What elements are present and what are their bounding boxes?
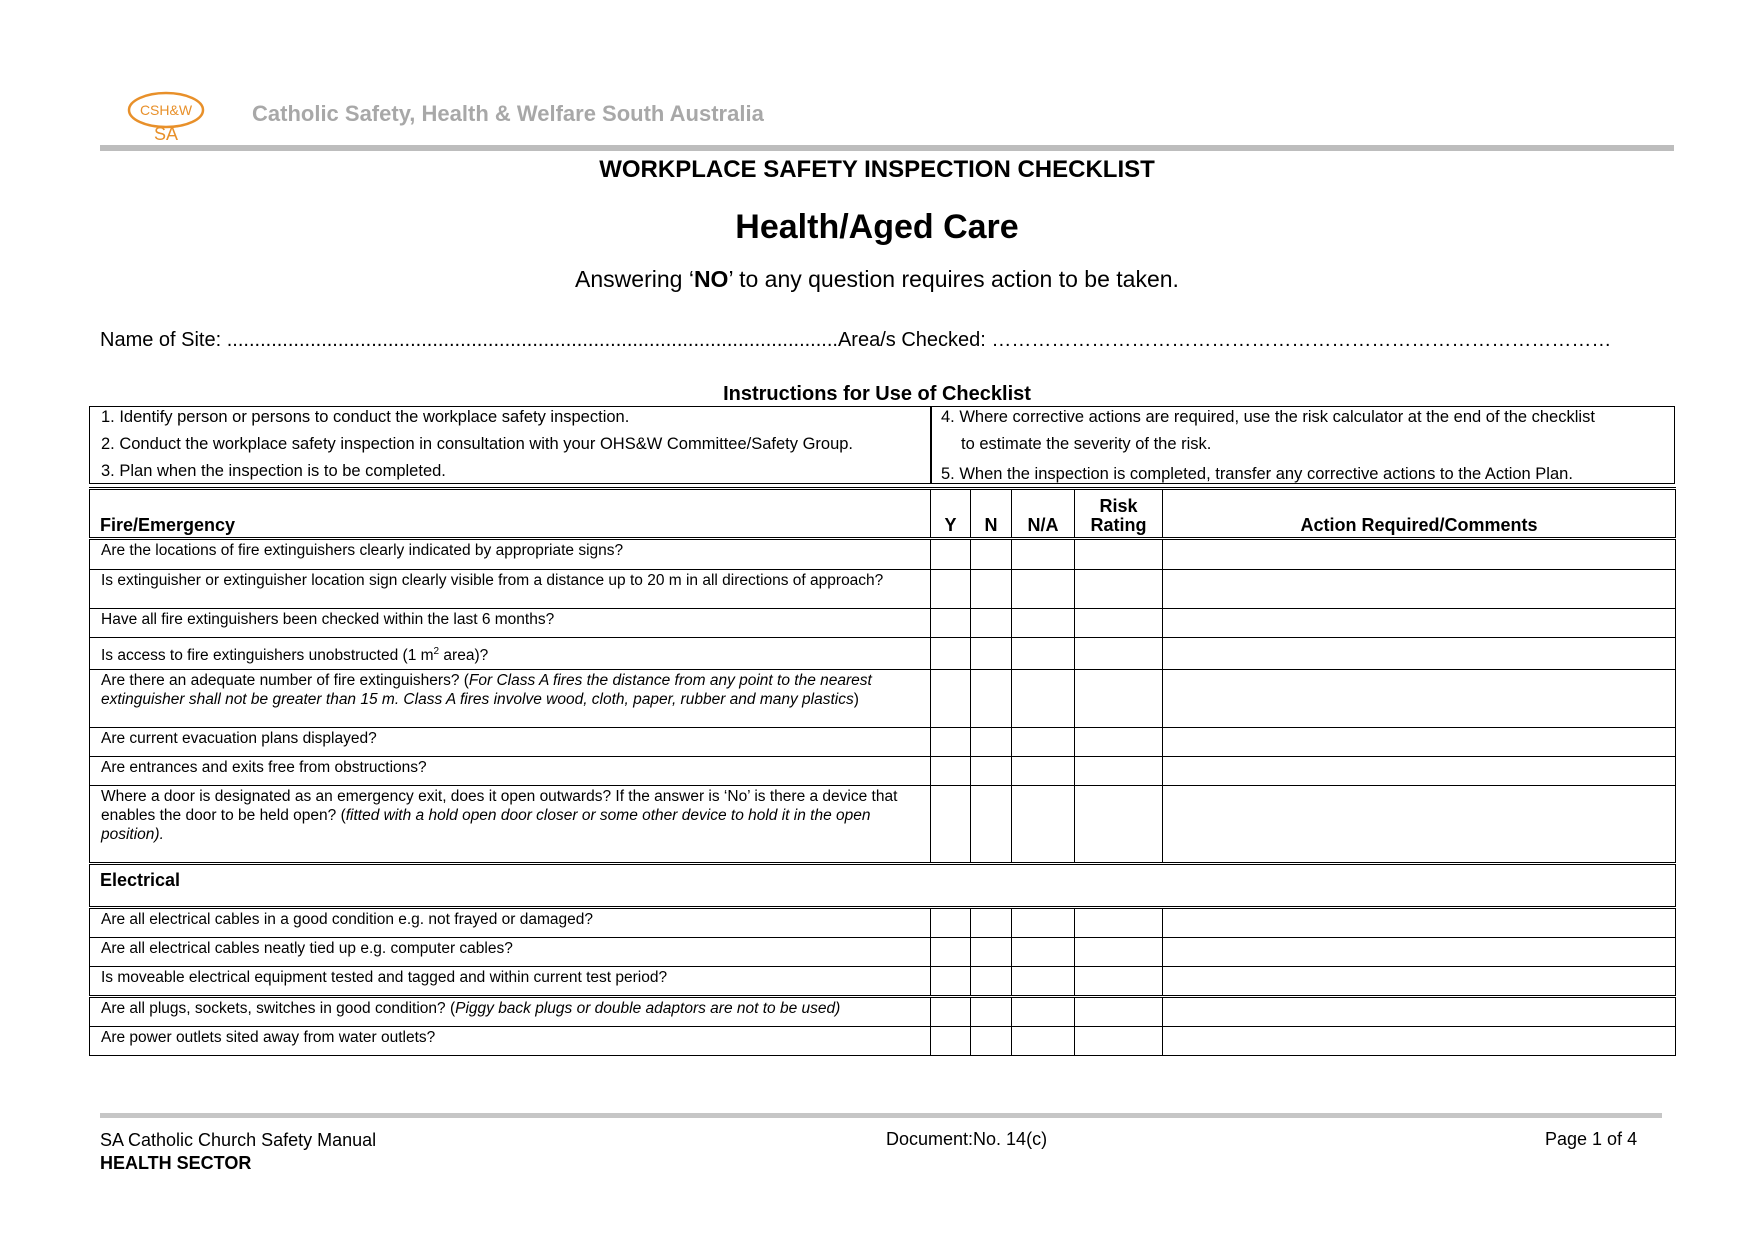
col-no: N <box>971 489 1012 539</box>
answering-note: Answering ‘NO’ to any question requires action to be taken. <box>575 266 1179 292</box>
question-text: Are all plugs, sockets, switches in good condition? (Piggy back plugs or double adaptors are not to be used) <box>90 997 931 1027</box>
question-text: Are there an adequate number of fire extinguishers? (For Class A fires the distance from any point to the nearest extinguisher shall not be greater than 15 m. Class A fires involve wood, cloth, paper, rubber and many plastics) <box>90 670 931 728</box>
na-cell[interactable] <box>1012 757 1075 786</box>
no-cell[interactable] <box>971 728 1012 757</box>
instructions-divider <box>930 406 932 484</box>
yes-cell[interactable] <box>931 1027 971 1056</box>
comments-cell[interactable] <box>1163 670 1676 728</box>
table-row <box>90 938 1676 967</box>
page-number: Page 1 of 4 <box>1545 1129 1638 1149</box>
question-text: Are all electrical cables in a good condition e.g. not frayed or damaged? <box>90 908 931 938</box>
no-cell[interactable] <box>971 786 1012 864</box>
comments-cell[interactable] <box>1163 1027 1676 1056</box>
risk-cell[interactable] <box>1075 1027 1163 1056</box>
question-text: Is extinguisher or extinguisher location sign clearly visible from a distance up to 20 m in all directions of approach? <box>90 570 931 609</box>
footer-left <box>100 1129 376 1175</box>
table-row <box>90 670 1676 728</box>
csh-w-sa-logo <box>126 90 206 146</box>
no-cell[interactable] <box>971 938 1012 967</box>
risk-cell[interactable] <box>1075 938 1163 967</box>
table-row <box>90 967 1676 997</box>
na-cell[interactable] <box>1012 967 1075 997</box>
na-cell[interactable] <box>1012 908 1075 938</box>
question-text: Are all electrical cables neatly tied up e.g. computer cables? <box>90 938 931 967</box>
risk-cell[interactable] <box>1075 670 1163 728</box>
col-yes: Y <box>931 489 971 539</box>
question-text: Is access to fire extinguishers unobstructed (1 $m^2$ area)? <box>90 638 931 670</box>
no-cell[interactable] <box>971 967 1012 997</box>
instruction-3: 3. Plan when the inspection is to be completed. <box>101 462 446 480</box>
comments-cell[interactable] <box>1163 938 1676 967</box>
risk-cell[interactable] <box>1075 757 1163 786</box>
site-name-label: Name of Site: <box>100 329 222 351</box>
comments-cell[interactable] <box>1163 539 1676 570</box>
question-text: Are power outlets sited away from water outlets? <box>90 1027 931 1056</box>
na-cell[interactable] <box>1012 609 1075 638</box>
yes-cell[interactable] <box>931 938 971 967</box>
header-rule <box>100 145 1674 151</box>
question-text: Are the locations of fire extinguishers clearly indicated by appropriate signs? <box>90 539 931 570</box>
risk-cell[interactable] <box>1075 728 1163 757</box>
yes-cell[interactable] <box>931 609 971 638</box>
footer-rule <box>100 1113 1662 1118</box>
table-row <box>90 728 1676 757</box>
na-cell[interactable] <box>1012 670 1075 728</box>
instruction-4: 4. Where corrective actions are required, use the risk calculator at the end of the checklist <box>941 408 1595 426</box>
table-row <box>90 908 1676 938</box>
na-cell[interactable] <box>1012 539 1075 570</box>
no-cell[interactable] <box>971 670 1012 728</box>
risk-cell[interactable] <box>1075 638 1163 670</box>
yes-cell[interactable] <box>931 967 971 997</box>
instructions-heading: Instructions for Use of Checklist <box>723 383 1031 405</box>
section-header-electrical: Electrical <box>90 864 1676 908</box>
areas-checked-field[interactable]: ………………………………………………………………………………… <box>991 329 1612 351</box>
checklist-table <box>89 487 1676 1056</box>
areas-checked-label: Area/s Checked: <box>837 329 986 351</box>
no-cell[interactable] <box>971 570 1012 609</box>
svg-text:CSH&W: CSH&W <box>139 102 193 118</box>
instruction-5: 5. When the inspection is completed, transfer any corrective actions to the Action Plan. <box>941 465 1573 483</box>
yes-cell[interactable] <box>931 670 971 728</box>
manual-name: SA Catholic Church Safety Manual <box>100 1130 377 1150</box>
table-row <box>90 570 1676 609</box>
yes-cell[interactable] <box>931 728 971 757</box>
na-cell[interactable] <box>1012 1027 1075 1056</box>
comments-cell[interactable] <box>1163 570 1676 609</box>
question-text: Where a door is designated as an emergency exit, does it open outwards? If the answer is ‘No’ is there a device that enables the door to be held open? (fitted with a hold open door closer or some other device to hold it in the open position). <box>90 786 931 864</box>
document-number: Document:No. 14(c) <box>886 1129 1048 1149</box>
document-title: WORKPLACE SAFETY INSPECTION CHECKLIST <box>599 156 1155 183</box>
question-text: Is moveable electrical equipment tested and tagged and within current test period? <box>90 967 931 997</box>
table-row <box>90 609 1676 638</box>
no-cell[interactable] <box>971 1027 1012 1056</box>
question-text: Are entrances and exits free from obstructions? <box>90 757 931 786</box>
na-cell[interactable] <box>1012 638 1075 670</box>
na-cell[interactable] <box>1012 786 1075 864</box>
no-cell[interactable] <box>971 997 1012 1027</box>
section-header-fire: Fire/Emergency <box>90 489 931 539</box>
no-cell[interactable] <box>971 609 1012 638</box>
no-cell[interactable] <box>971 539 1012 570</box>
table-row <box>90 539 1676 570</box>
no-cell[interactable] <box>971 908 1012 938</box>
comments-cell[interactable] <box>1163 908 1676 938</box>
question-text: Are current evacuation plans displayed? <box>90 728 931 757</box>
svg-text:SA: SA <box>153 124 179 144</box>
table-row <box>90 757 1676 786</box>
risk-cell[interactable] <box>1075 997 1163 1027</box>
risk-cell[interactable] <box>1075 570 1163 609</box>
table-row <box>90 786 1676 864</box>
question-text: Have all fire extinguishers been checked within the last 6 months? <box>90 609 931 638</box>
risk-cell[interactable] <box>1075 967 1163 997</box>
risk-cell[interactable] <box>1075 786 1163 864</box>
risk-cell[interactable] <box>1075 908 1163 938</box>
na-cell[interactable] <box>1012 997 1075 1027</box>
col-action-required: Action Required/Comments <box>1163 489 1676 539</box>
instruction-4-cont: to estimate the severity of the risk. <box>961 435 1212 453</box>
yes-cell[interactable] <box>931 757 971 786</box>
instruction-2: 2. Conduct the workplace safety inspection in consultation with your OHS&W Committee/Safety Group. <box>101 435 854 453</box>
yes-cell[interactable] <box>931 570 971 609</box>
comments-cell[interactable] <box>1163 728 1676 757</box>
comments-cell[interactable] <box>1163 757 1676 786</box>
comments-cell[interactable] <box>1163 786 1676 864</box>
yes-cell[interactable] <box>931 638 971 670</box>
organisation-name: Catholic Safety, Health & Welfare South Australia <box>252 101 764 126</box>
col-risk-rating: Risk Rating <box>1075 489 1163 539</box>
risk-cell[interactable] <box>1075 539 1163 570</box>
table-row <box>90 997 1676 1027</box>
na-cell[interactable] <box>1012 570 1075 609</box>
yes-cell[interactable] <box>931 997 971 1027</box>
site-line <box>100 329 1611 352</box>
yes-cell[interactable] <box>931 786 971 864</box>
no-cell[interactable] <box>971 638 1012 670</box>
comments-cell[interactable] <box>1163 609 1676 638</box>
col-na: N/A <box>1012 489 1075 539</box>
section-row-electrical <box>90 864 1676 908</box>
yes-cell[interactable] <box>931 908 971 938</box>
table-row <box>90 638 1676 670</box>
sector-name: HEALTH SECTOR <box>100 1153 252 1173</box>
comments-cell[interactable] <box>1163 967 1676 997</box>
na-cell[interactable] <box>1012 728 1075 757</box>
na-cell[interactable] <box>1012 938 1075 967</box>
risk-cell[interactable] <box>1075 609 1163 638</box>
table-row <box>90 1027 1676 1056</box>
comments-cell[interactable] <box>1163 997 1676 1027</box>
yes-cell[interactable] <box>931 539 971 570</box>
no-cell[interactable] <box>971 757 1012 786</box>
comments-cell[interactable] <box>1163 638 1676 670</box>
site-name-field[interactable]: .............................................................................................................. <box>226 329 838 351</box>
document-subtitle: Health/Aged Care <box>735 208 1019 246</box>
table-header-row <box>90 489 1676 539</box>
instruction-1: 1. Identify person or persons to conduct the workplace safety inspection. <box>101 408 630 426</box>
